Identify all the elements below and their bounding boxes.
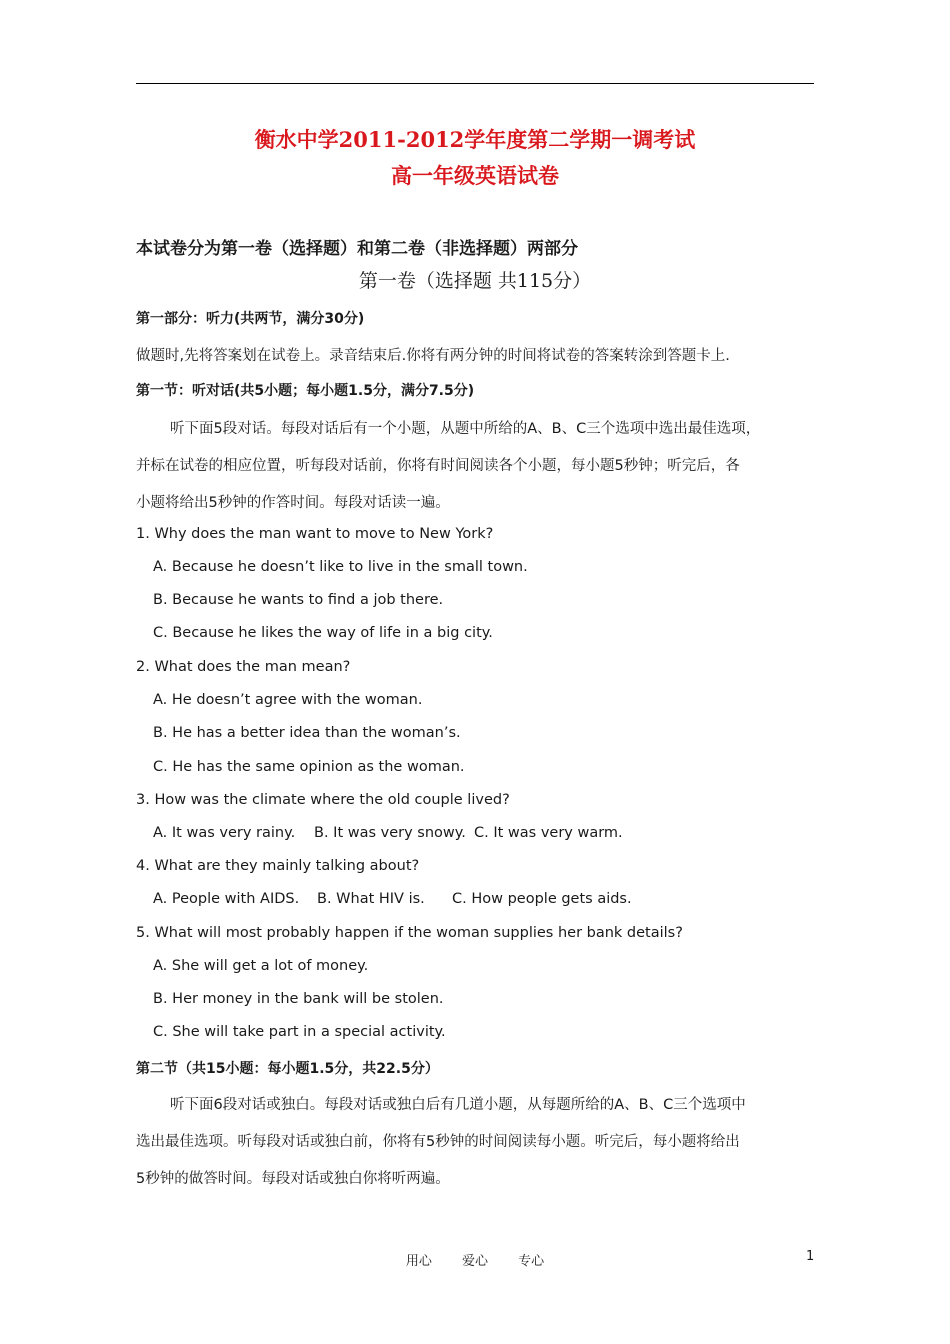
question-4: 4. What are they mainly talking about?: [136, 858, 420, 874]
option-3a: A. It was very rainy.: [153, 825, 296, 841]
option-5b: B. Her money in the bank will be stolen.: [153, 991, 444, 1007]
option-4b: B. What HIV is.: [317, 891, 425, 907]
option-5a: A. She will get a lot of money.: [153, 958, 369, 974]
option-2c: C. He has the same opinion as the woman.: [153, 759, 465, 775]
exam-title: 衡水中学2011-2012学年度第二学期一调考试: [254, 127, 696, 152]
part1-instruction: 做题时,先将答案划在试卷上。录音结束后.你将有两分钟的时间将试卷的答案转涂到答题卡上.: [136, 348, 730, 364]
question-3: 3. How was the climate where the old couple lived?: [136, 792, 510, 808]
exam-subtitle: 高一年级英语试卷: [391, 163, 559, 188]
option-1a: A. Because he doesn’t like to live in the small town.: [153, 559, 528, 575]
volume-heading: 第一卷（选择题 共115分）: [358, 270, 592, 292]
section1-para-line: 小题将给出5秒钟的作答时间。每段对话读一遍。: [136, 495, 450, 511]
option-3b: B. It was very snowy.: [314, 825, 466, 841]
option-1b: B. Because he wants to find a job there.: [153, 592, 444, 608]
question-2: 2. What does the man mean?: [136, 659, 351, 675]
option-1c: C. Because he likes the way of life in a big city.: [153, 625, 493, 641]
option-4a: A. People with AIDS.: [153, 891, 300, 907]
option-2a: A. He doesn’t agree with the woman.: [153, 692, 423, 708]
question-5: 5. What will most probably happen if the woman supplies her bank details?: [136, 925, 683, 941]
section2-para-line: 听下面6段对话或独白。每段对话或独白后有几道小题，从每题所给的A、B、C三个选项中: [170, 1097, 746, 1113]
section1-para-line: 并标在试卷的相应位置，听每段对话前，你将有时间阅读各个小题，每小题5秒钟；听完后，各: [136, 458, 740, 474]
part1-heading: 第一部分：听力(共两节，满分30分): [136, 311, 365, 327]
section2-para-line: 5秒钟的做答时间。每段对话或独白你将听两遍。: [136, 1171, 450, 1187]
option-5c: C. She will take part in a special activity.: [153, 1024, 446, 1040]
section2-para-line: 选出最佳选项。听每段对话或独白前，你将有5秒钟的时间阅读每小题。听完后，每小题将给出: [136, 1134, 740, 1150]
section2-heading: 第二节（共15小题：每小题1.5分，共22.5分）: [136, 1061, 439, 1077]
section1-heading: 第一节：听对话(共5小题；每小题1.5分，满分7.5分): [136, 383, 475, 399]
option-2b: B. He has a better idea than the woman’s.: [153, 725, 461, 741]
footer-motto: 用心 爱心 专心: [405, 1254, 545, 1269]
section1-para-line: 听下面5段对话。每段对话后有一个小题，从题中所给的A、B、C三个选项中选出最佳选项，: [170, 421, 761, 437]
paper-intro: 本试卷分为第一卷（选择题）和第二卷（非选择题）两部分: [136, 239, 578, 259]
option-3c: C. It was very warm.: [474, 825, 623, 841]
question-1: 1. Why does the man want to move to New York?: [136, 526, 494, 542]
header-rule: [136, 83, 814, 84]
page-number: 1: [806, 1249, 815, 1264]
option-4c: C. How people gets aids.: [452, 891, 632, 907]
